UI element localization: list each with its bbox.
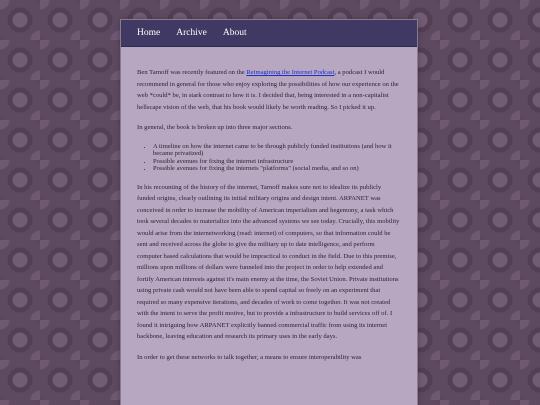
list-item: • Possible avenues for fixing the internets "platforms" (social media, and so on) — [153, 165, 401, 173]
nav-about-link[interactable]: About — [222, 28, 247, 38]
list-item: • Possible avenues for fixing the internet infrastructure — [153, 158, 401, 166]
intro-paragraph: Ben Tarnoff was recently featured on the Reimagining the Internet Podcast, a podcast I would recommend in general for those who enjoy exploring the possibilities of how our experience on the web *could* be, in stark contrast to how it is. I decided that, being interested in a non-capitalist hellscape vision of the web, that his book would likely be worth reading. So I picked it up. — [137, 69, 399, 111]
list-item: • A timeline on how the internet came to be through publicly funded institutions (and how it became privatized) — [153, 143, 401, 158]
sections-list — [137, 143, 401, 173]
podcast-link[interactable]: Reimagining the Internet Podcast — [246, 69, 335, 76]
nav-archive-link[interactable]: Archive — [176, 28, 207, 38]
page-container — [121, 20, 417, 405]
article-body — [121, 47, 417, 363]
nav-home-link[interactable]: Home — [137, 28, 161, 38]
interoperability-paragraph: In order to get these networks to talk together, a means to ensure interoperability was — [137, 353, 362, 361]
sections-intro-paragraph: In general, the book is broken up into three major sections. — [137, 124, 293, 131]
top-nav — [121, 20, 417, 47]
history-paragraph: In his recounting of the history of the internet, Tarnoff makes sure not to idealize its publicly funded origins, clearly outlining its initial military origins and design intent. ARPANET was conceived in order to increase the mobility of American imperialism and hegemony, a task which took several decades to materialize into the advanced systems we see today. Crucially, this mobility would arise from the internetworking (read: internet) of computers, so that information could be sent and received across the globe to give the military up to date intelligence, and perform computer based calculations that would be impractical to conduct in the field. Due to this premise, millions upon millions of dollars were funneled into the project in order to help extended and fortify American interests against it's main enemy at the time, the Soviet Union. Private institutions using private cash would not have been able to spend capital so freely on an experiment that required so many expensive iterations, and decades of work to come together. It was not created with the intent to serve the profit motive, but to provide a infrastructure to build services off of. I found it intriguing how ARPANET explicitly banned commercial traffic from using its internet backbone, leaving education and research its primary uses in the early days. — [137, 183, 400, 341]
